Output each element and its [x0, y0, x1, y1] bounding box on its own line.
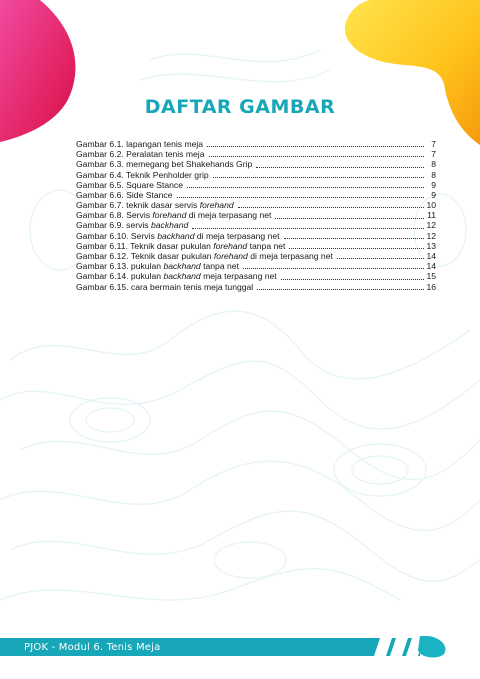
dot-leader	[243, 268, 424, 269]
figure-caption: Gambar 6.12. Teknik dasar pukulan forehand di meja terpasang net	[76, 251, 333, 262]
page-number: 8	[431, 159, 436, 170]
figure-list-item[interactable]	[76, 200, 436, 210]
dot-leader	[238, 207, 424, 208]
figure-caption: Gambar 6.4. Teknik Penholder grip	[76, 169, 209, 180]
page-number: 12	[426, 220, 436, 231]
figure-list-item[interactable]	[76, 139, 436, 149]
figure-caption: Gambar 6.2. Peralatan tenis meja	[76, 149, 205, 160]
figure-list-item[interactable]	[76, 170, 436, 180]
figure-caption: Gambar 6.8. Servis forehand di meja terpasang net	[76, 210, 272, 221]
page-number: 13	[426, 240, 436, 251]
dot-leader	[257, 289, 424, 290]
figure-caption: Gambar 6.10. Servis backhand di meja terpasang net	[76, 230, 280, 241]
page-number: 16	[426, 281, 436, 292]
page-number: 11	[427, 210, 436, 221]
figure-caption: Gambar 6.14. pukulan backhand meja terpasang net	[76, 271, 277, 282]
pink-corner-decoration	[0, 0, 90, 150]
figure-caption: Gambar 6.11. Teknik dasar pukulan forehand tanpa net	[76, 240, 286, 251]
figure-list-item[interactable]	[76, 210, 436, 220]
figure-list	[76, 139, 436, 292]
page-number: 14	[426, 251, 436, 262]
figure-list-item[interactable]	[76, 180, 436, 190]
dot-leader	[284, 238, 424, 239]
figure-caption: Gambar 6.1. lapangan tenis meja	[76, 138, 204, 149]
figure-list-item[interactable]	[76, 149, 436, 159]
figure-caption: Gambar 6.15. cara bermain tenis meja tunggal	[76, 281, 254, 292]
figure-caption: Gambar 6.5. Square Stance	[76, 179, 184, 190]
page-number: 8	[431, 169, 436, 180]
page-number: 7	[431, 138, 436, 149]
figure-caption: Gambar 6.6. Side Stance	[76, 189, 173, 200]
footer-text: PJOK - Modul 6. Tenis Meja	[24, 642, 161, 653]
dot-leader	[281, 279, 424, 280]
dot-leader	[256, 167, 424, 168]
figure-list-item[interactable]	[76, 190, 436, 200]
figure-list-item[interactable]	[76, 241, 436, 251]
page-number: 12	[426, 230, 436, 241]
dot-leader	[177, 197, 425, 198]
dot-leader	[275, 218, 424, 219]
figure-list-item[interactable]	[76, 271, 436, 281]
dot-leader	[207, 146, 424, 147]
page-number: 9	[431, 179, 436, 190]
figure-list-item[interactable]	[76, 231, 436, 241]
figure-list-item[interactable]	[76, 282, 436, 292]
figure-caption: Gambar 6.9. servis backhand	[76, 220, 189, 231]
figure-list-item[interactable]	[76, 159, 436, 169]
dot-leader	[213, 177, 424, 178]
page-number: 7	[431, 149, 436, 160]
figure-list-item[interactable]	[76, 221, 436, 231]
page-title: DAFTAR GAMBAR	[144, 96, 336, 118]
yellow-corner-decoration	[340, 0, 480, 150]
page-number: 15	[426, 271, 436, 282]
dot-leader	[187, 187, 424, 188]
dot-leader	[289, 248, 424, 249]
figure-list-item[interactable]	[76, 261, 436, 271]
dot-leader	[192, 228, 424, 229]
page-number: 14	[426, 261, 436, 272]
dot-leader	[209, 156, 425, 157]
page-number: 10	[426, 200, 436, 211]
dot-leader	[337, 258, 424, 259]
figure-caption: Gambar 6.3. memegang bet Shakehands Grip	[76, 159, 253, 170]
figure-list-item[interactable]	[76, 251, 436, 261]
figure-caption: Gambar 6.13. pukulan backhand tanpa net	[76, 261, 239, 272]
figure-caption: Gambar 6.7. teknik dasar servis forehand	[76, 200, 234, 211]
page-number: 9	[431, 189, 436, 200]
